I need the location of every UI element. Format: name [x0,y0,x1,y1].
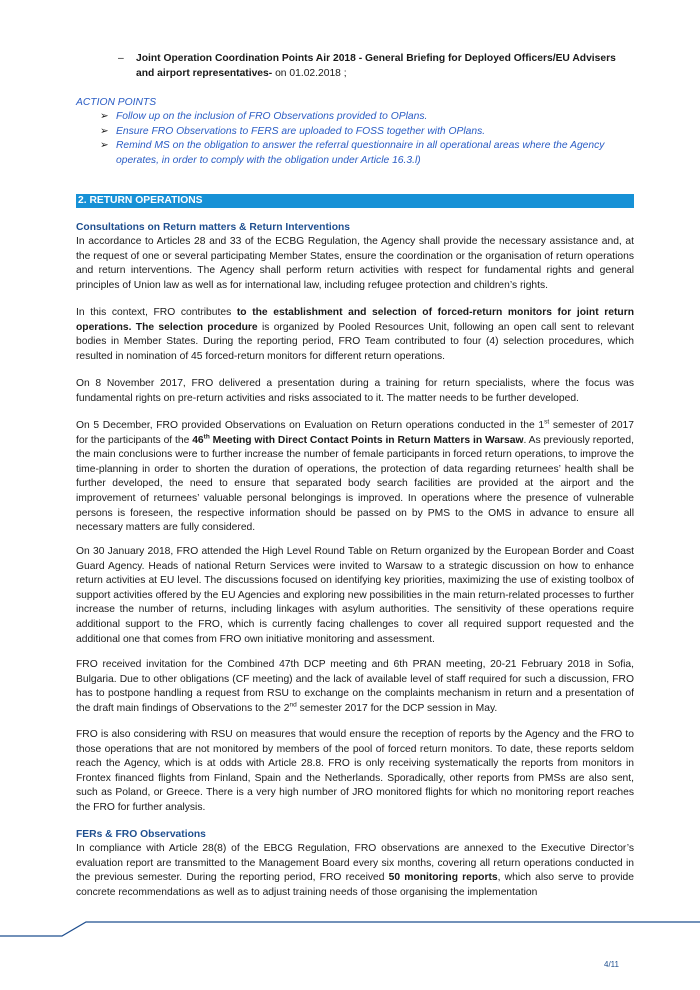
paragraph-evaluation-observations: On 5 December, FRO provided Observations on Evaluation on Return operations conducted in the 1st semester of 2017 for the participants of the 46th Meeting with Direct Contact Points in Return Matters in Warsaw. As previously reported, the main conclusions were to further increase the number of female participants in forced return operations, to improve the time-planning in order to shorten the duration of operations, the protection of data regarding returnees’ health shall be further developed, the need to ensure that separated body search facilities are provided at the airport and the improvement of returnees’ valuable personal belongings is improved. In operations where the presence of vulnerable persons is foreseen, the respective information should be passed on by PMS to the OMS in advance to ensure all necessary matters are fully considered. [76,418,635,534]
paragraph-rsu-measures: FRO is also considering with RSU on measures that would ensure the reception of reports by the Agency and the FRO to those operations that are not monitored by members of the pool of forced return monitors. To date, these reports seldom reach the Agency, which is at odds with Article 28.8. FRO is only receiving systematically the reports from monitors in Frontex financed flights from Finland, Spain and the Netherlands. Sporadically, other reports from PMSs are also sent, such as Poland, or Greece. There is a very high number of JRO monitored flights for which no monitoring report reaches the FRO for further analysis. [76,729,634,813]
arrow-bullet-icon: ➢ [100,125,109,137]
arrow-bullet-icon: ➢ [100,111,109,122]
dash-bullet: – [118,53,124,64]
arrow-bullet-icon: ➢ [100,140,109,152]
paragraph-monitoring-reports: In compliance with Article 28(8) of the EBCG Regulation, FRO observations are annexed to the Executive Director’s evaluation report are transmitted to the Management Board every six months, covering all return operations conducted in the previous semester. During the reporting period, FRO received 50 monitoring reports, which also serve to provide concrete recommendations as well as to adjust training needs of those organising the implementation [76,843,634,898]
page-number: 4/11 [604,960,619,969]
action-point-item: ➢ Ensure FRO Observations to FERS are uploaded to FOSS together with OPlans. [100,125,634,140]
briefing-date: on 01.02.2018 ; [272,67,347,79]
paragraph-round-table: On 30 January 2018, FRO attended the High Level Round Table on Return organized by the European Border and Coast Guard Agency. Heads of national Return Services were invited to Warsaw to a strategic discussion on how to enhance return activities at EU level. The discussions focused on identifying key priorities, maximizing the use of existing toolbox of support activities offered by the EU Agencies and exploring new possibilities in the main return-related processes to further increase the number of returns, including linkages with asylum authorities. The sensitivity of these operations require additional support to the FRO, which is currently facing challenges to cover all required support requested and the additional one that comes from FRO own initiative monitoring and assessment. [76,546,634,645]
paragraph-forced-return-monitors: In this context, FRO contributes to the establishment and selection of forced-return monitors for joint return operations. The selection procedure is organized by Pooled Resources Unit, following an open call sent to relevant bodies in Member States. During the reporting period, FRO Team contributed to four (4) selection procedures, which resulted in nomination of 45 forced-return monitors for different return operations. [76,307,634,362]
footer-line [0,900,700,950]
paragraph-dcp-meeting: FRO received invitation for the Combined 47th DCP meeting and 6th PRAN meeting, 20-21 February 2018 in Sofia, Bulgaria. Due to other obligations (CF meeting) and the lack of available level of staff required for such a discussion, FRO has to postpone handling a request from RSU to exchange on the complaints mechanism in return and a presentation of the draft main findings of Observations to the 2nd semester 2017 for the DCP session in May. [76,659,634,714]
subheading-consultations: Consultations on Return matters & Return Interventions [76,222,351,233]
subheading-fers-observations: FERs & FRO Observations [76,829,206,840]
action-points-title: ACTION POINTS [76,97,157,108]
section-heading-return-operations: 2. RETURN OPERATIONS [76,194,634,208]
paragraph-articles: In accordance to Articles 28 and 33 of the ECBG Regulation, the Agency shall provide the necessary assistance and, at the request of one or several participating Member States, ensure the coordination or the organisation of return operations and return interventions. The Agency shall perform return activities with respect for fundamental rights and general principles of Union law as well as for international law, including refugee protection and children’s rights. [76,236,634,291]
briefing-list-item [118,52,634,81]
action-point-item: ➢ Follow up on the inclusion of FRO Observations provided to OPlans. [100,110,634,125]
action-point-item: ➢ Remind MS on the obligation to answer the referral questionnaire in all operational areas where the Agency operates, in order to comply with the obligation under Article 16.3.l) [100,140,605,166]
action-points-list [100,110,634,168]
paragraph-training-presentation: On 8 November 2017, FRO delivered a presentation during a training for return specialists, where the focus was fundamental rights on pre-return activities and risks associated to it. The matter needs to be further developed. [76,378,634,404]
briefing-title: Joint Operation Coordination Points Air 2018 - General Briefing for Deployed Officers/EU Advisers and airport representatives- [136,53,616,79]
